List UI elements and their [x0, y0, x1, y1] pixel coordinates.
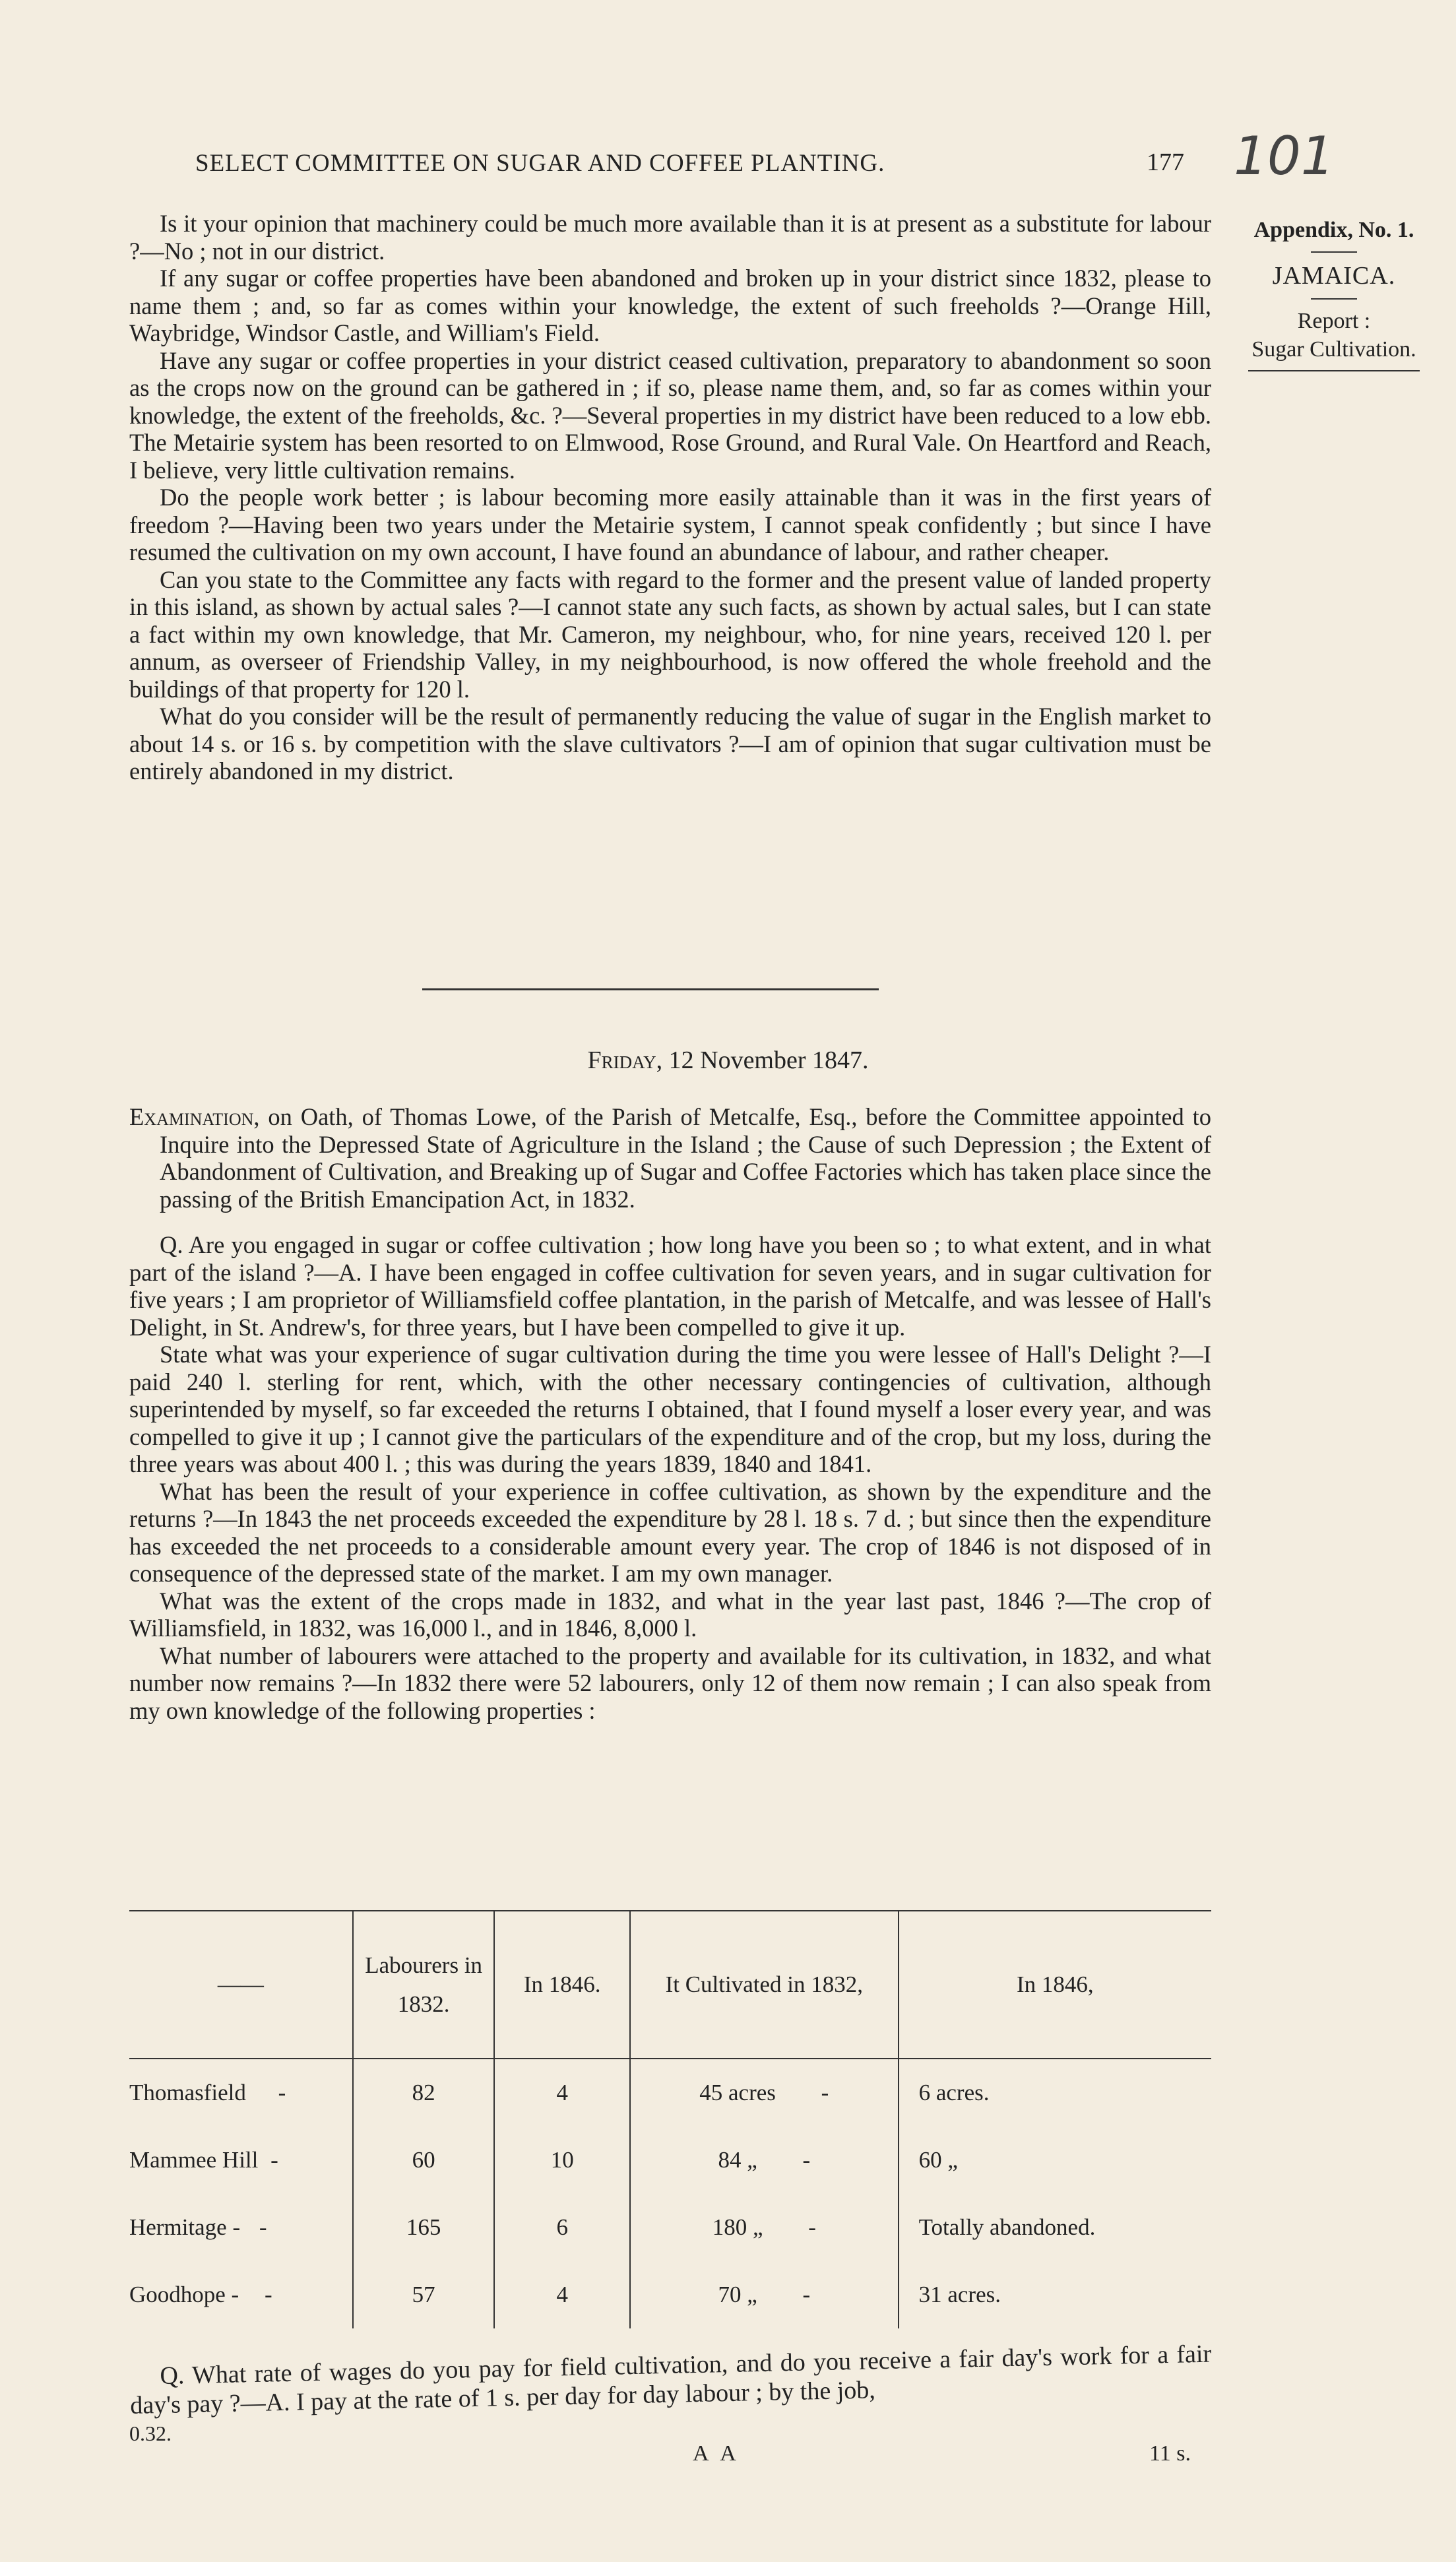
- table-header: In 1846,: [899, 1911, 1211, 2059]
- labourers-1846: 6: [494, 2194, 630, 2261]
- labourers-1832: 60: [353, 2127, 495, 2194]
- labourers-1846: 4: [494, 2261, 630, 2328]
- paragraph: Q. Are you engaged in sugar or coffee cultivation ; how long have you been so ; to what extent, and in what part of the island ?—A. I have been engaged in coffee cultivation for seven years, and in sugar cultivation for five years ; I am proprietor of Williamsfield coffee plantation, in the parish of Metcalfe, and was lessee of Hall's Delight, in St. Andrew's, for three years, but I have been compelled to give it up.: [129, 1231, 1211, 1341]
- margin-rule: [1311, 298, 1357, 300]
- examination-heading: [129, 1103, 1211, 1213]
- paragraph: What number of labourers were attached to the property and available for its cultivation, in 1832, and what number now remains ?—In 1832 there were 52 labourers, only 12 of them now remain ; I can also speak from my own knowledge of the following properties :: [129, 1642, 1211, 1724]
- margin-rule: [1248, 370, 1420, 371]
- margin-region: JAMAICA.: [1272, 261, 1396, 290]
- table-header: In 1846.: [494, 1911, 630, 2059]
- margin-rule: [1311, 251, 1357, 253]
- section-divider: [422, 988, 879, 990]
- paragraph: Can you state to the Committee any facts with regard to the former and the present value of landed property in this island, as shown by actual sales ?—I cannot state any such facts, as shown by actual sales, but I can state a fact within my own knowledge, that Mr. Cameron, my neighbour, who, for nine years, received 120 l. per annum, as overseer of Friendship Valley, in my neighbourhood, is now offered the whole freehold and the buildings of that property for 120 l.: [129, 565, 1211, 703]
- table-row: [129, 2261, 1211, 2328]
- property-name: Mammee Hill -: [129, 2147, 278, 2173]
- paragraph: State what was your experience of sugar cultivation during the time you were lessee of Hall's Delight ?—I paid 240 l. sterling for rent, which, with the other necessary contingencies of cultivation, although superintended by myself, so far exceeded the returns I obtained, that I found myself a loser every year, and was compelled to give it up ; I cannot give the particulars of the expenditure and of the crop, but my loss, during the three years was about 400 l. ; this was during the years 1839, 1840 and 1841.: [129, 1341, 1211, 1477]
- table-header: Labourers in 1832.: [353, 1911, 495, 2059]
- table-header: ——: [129, 1911, 353, 2059]
- section-two: [129, 1103, 1211, 1724]
- paragraph: Do the people work better ; is labour becoming more easily attainable than it was in the first years of freedom ?—Having been two years under the Metairie system, I cannot speak confidently ; but since I have resumed the cultivation on my own account, I have found an abundance of labour, and rather cheaper.: [129, 484, 1211, 565]
- section-one: [129, 210, 1211, 785]
- paper-code: 0.32.: [129, 2421, 172, 2445]
- running-header: SELECT COMMITTEE ON SUGAR AND COFFEE PLANTING.: [195, 150, 885, 177]
- cultivated-1846: 60 „: [899, 2127, 1211, 2194]
- date-day: Friday,: [587, 1046, 663, 1074]
- signature-mark: A A: [693, 2441, 740, 2466]
- paragraph: Have any sugar or coffee properties in your district ceased cultivation, preparatory to abandonment so soon as the crops now on the ground can be gathered in ; if so, please name them, and, so far as comes within your knowledge, the extent of the freeholds, &c. ?—Several properties in my district have been reduced to a low ebb. The Metairie system has been resorted to on Elmwood, Rose Ground, and Rural Vale. On Heartford and Reach, I believe, very little cultivation remains.: [129, 346, 1211, 484]
- cultivated-1846: 31 acres.: [899, 2261, 1211, 2328]
- property-name: Goodhope - -: [129, 2282, 272, 2307]
- cultivated-1846: 6 acres.: [899, 2059, 1211, 2127]
- table-row: [129, 2194, 1211, 2261]
- table-header-row: [129, 1911, 1211, 2059]
- footer-question: [129, 2340, 1212, 2420]
- examination-label: Examination,: [129, 1103, 260, 1130]
- table-header: It Cultivated in 1832,: [630, 1911, 899, 2059]
- properties-table: [129, 1910, 1211, 2328]
- examination-text: on Oath, of Thomas Lowe, of the Parish of Metcalfe, Esq., before the Committee appointed to Inquire into the Depressed State of Agriculture in the Island ; the Cause of such Depression ; the Extent of Abandonment of Cultivation, and Breaking up of Sugar and Coffee Factories which has taken place since the passing of the British Emancipation Act, in 1832.: [160, 1103, 1211, 1213]
- labourers-1832: 165: [353, 2194, 495, 2261]
- margin-note: [1235, 216, 1433, 379]
- table-row: [129, 2127, 1211, 2194]
- margin-appendix: Appendix, No. 1.: [1253, 218, 1414, 242]
- margin-report: Report :: [1297, 309, 1371, 333]
- labourers-1846: 10: [494, 2127, 630, 2194]
- paragraph: Q. What rate of wages do you pay for field cultivation, and do you receive a fair day's work for a fair day's pay ?—A. I pay at the rate of 1 s. per day for day labour ; by the job,: [129, 2340, 1212, 2419]
- session-date: [0, 1046, 1456, 1075]
- labourers-1846: 4: [494, 2059, 630, 2127]
- date-rest: 12 November 1847.: [662, 1046, 869, 1074]
- acres-1832: 84 „ -: [630, 2127, 899, 2194]
- property-name: Hermitage - -: [129, 2214, 267, 2240]
- paragraph: Is it your opinion that machinery could be much more available than it is at present as a substitute for labour ?—No ; not in our district.: [129, 210, 1211, 265]
- catchword: 11 s.: [1149, 2441, 1191, 2466]
- handwritten-folio-number: 101: [1234, 125, 1335, 187]
- page-number: 177: [1147, 148, 1184, 176]
- paragraph: If any sugar or coffee properties have been abandoned and broken up in your district since 1832, please to name them ; and, so far as comes within your knowledge, the extent of such freeholds ?—Orange Hill, Waybridge, Windsor Castle, and William's Field.: [129, 265, 1211, 346]
- acres-1832: 180 „ -: [630, 2194, 899, 2261]
- table-row: [129, 2059, 1211, 2127]
- cultivated-1846: Totally abandoned.: [899, 2194, 1211, 2261]
- paragraph: What do you consider will be the result of permanently reducing the value of sugar in the English market to about 14 s. or 16 s. by competition with the slave cultivators ?—I am of opinion that sugar cultivation must be entirely abandoned in my district.: [129, 703, 1211, 785]
- margin-subject: Sugar Cultivation.: [1251, 336, 1416, 362]
- acres-1832: 45 acres -: [630, 2059, 899, 2127]
- labourers-1832: 57: [353, 2261, 495, 2328]
- acres-1832: 70 „ -: [630, 2261, 899, 2328]
- property-name: Thomasfield -: [129, 2080, 286, 2105]
- labourers-1832: 82: [353, 2059, 495, 2127]
- paragraph: What was the extent of the crops made in 1832, and what in the year last past, 1846 ?—The crop of Williamsfield, in 1832, was 16,000 l., and in 1846, 8,000 l.: [129, 1587, 1211, 1642]
- paragraph: What has been the result of your experience in coffee cultivation, as shown by the expenditure and the returns ?—In 1843 the net proceeds exceeded the expenditure by 28 l. 18 s. 7 d. ; but since then the expenditure has exceeded the net proceeds to a considerable amount every year. The crop of 1846 is not disposed of in consequence of the depressed state of the market. I am my own manager.: [129, 1477, 1211, 1587]
